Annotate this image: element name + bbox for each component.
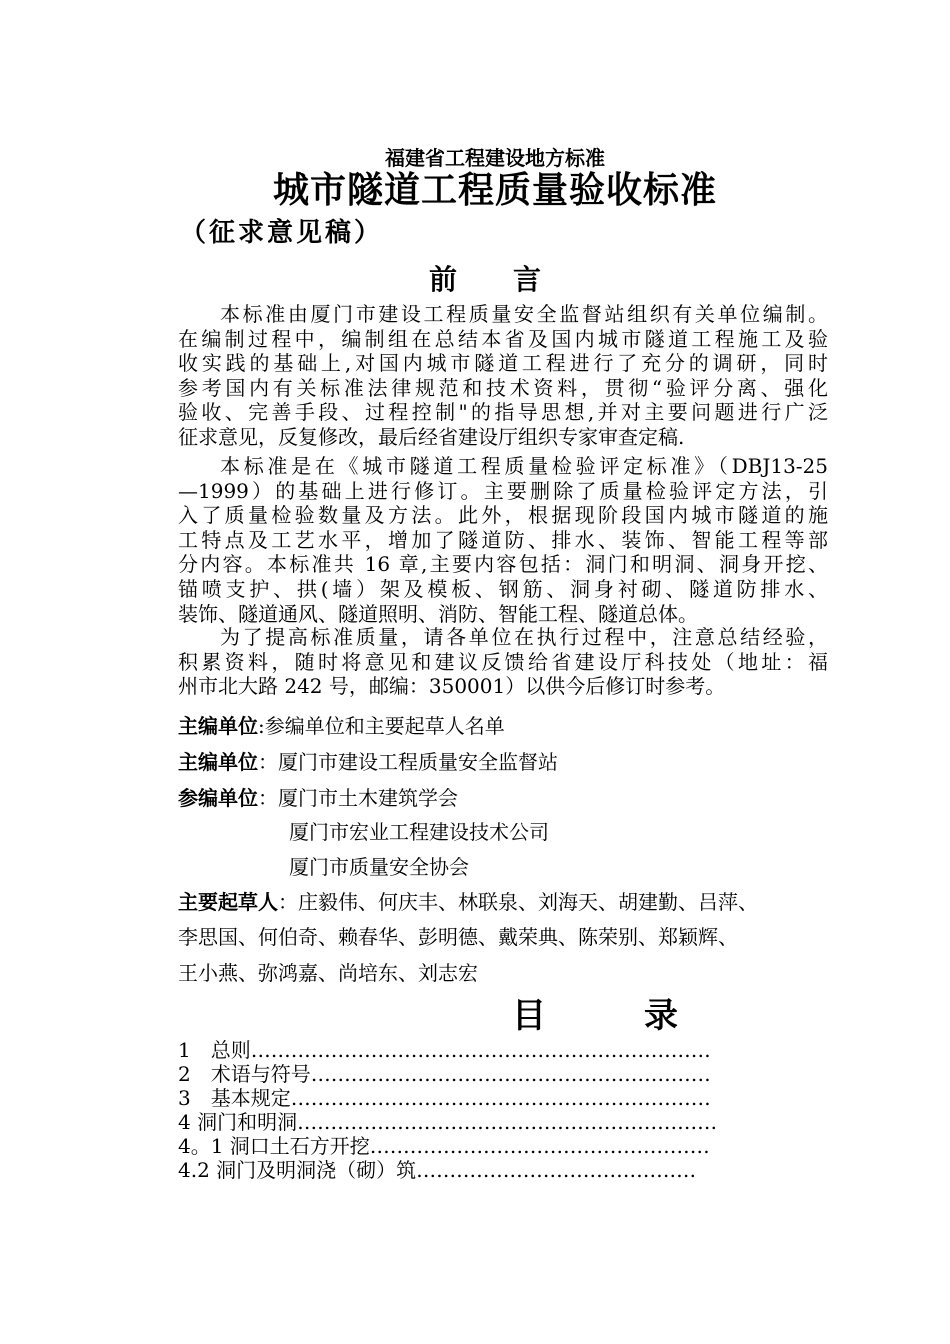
toc-heading-left: 目 xyxy=(512,996,546,1036)
drafters-line: 王小燕、弥鸿嘉、尚培东、刘志宏 xyxy=(178,961,478,985)
drafters-line: 李思国、何伯奇、赖春华、彭明德、戴荣典、陈荣别、郑颖辉、 xyxy=(178,925,738,949)
toc-entry[interactable]: 2 术语与符号…………………………………………………… xyxy=(178,1062,711,1086)
chief-editor-unit xyxy=(178,746,558,775)
preface-line: 分内容。本标准共 16 章,主要内容包括：洞门和明洞、洞身开挖、 xyxy=(178,552,828,577)
preface-line: 工特点及工艺水平，增加了隧道防、排水、装饰、智能工程等部 xyxy=(178,527,828,552)
preface-line: 本标准是在《城市隧道工程质量检验评定标准》（DBJ13-25 xyxy=(220,454,828,478)
draft-note: （征求意见稿） xyxy=(180,218,384,248)
standard-category: 福建省工程建设地方标准 xyxy=(385,146,605,170)
toc-entry[interactable]: 4 洞门和明洞……………………………………………………… xyxy=(178,1110,718,1134)
preface-paragraph-1 xyxy=(178,302,828,450)
preface-line: 参考国内有关标准法律规范和技术资料，贯彻“验评分离、强化 xyxy=(178,375,828,400)
preface-paragraph-2 xyxy=(178,454,828,626)
preface-line: 入了质量检验数量及方法。此外，根据现阶段国内城市隧道的施 xyxy=(178,503,828,528)
toc-entry[interactable]: 4.2 洞门及明洞浇（砌）筑…………………………………… xyxy=(178,1158,697,1182)
toc-heading-right: 录 xyxy=(644,996,678,1036)
preface-line: 装饰、隧道通风、隧道照明、消防、智能工程、隧道总体。 xyxy=(178,601,698,626)
preface-line: 征求意见，反复修改，最后经省建设厅组织专家审查定稿. xyxy=(178,424,685,449)
toc-heading xyxy=(512,988,678,1037)
units-intro-label: 主编单位 xyxy=(178,714,258,738)
preface-line: 在编制过程中，编制组在总结本省及国内城市隧道工程施工及验 xyxy=(178,326,828,351)
drafters-line xyxy=(178,886,758,915)
participating-units xyxy=(178,782,458,811)
toc-entry[interactable]: 4。1 洞口土石方开挖…………………………………………… xyxy=(178,1134,710,1158)
chief-editor-name: ：厦门市建设工程质量安全监督站 xyxy=(258,750,558,774)
chief-editor-label: 主编单位 xyxy=(178,750,258,774)
participating-unit: 厦门市质量安全协会 xyxy=(289,855,469,879)
preface-line: 本标准由厦门市建设工程质量安全监督站组织有关单位编制。 xyxy=(220,302,828,326)
preface-line: 州市北大路 242 号，邮编：350001）以供今后修订时参考。 xyxy=(178,674,726,699)
preface-line: 验收、完善手段、过程控制"的指导思想,并对主要问题进行广泛 xyxy=(178,400,828,425)
units-intro-text: :参编单位和主要起草人名单 xyxy=(258,714,505,738)
drafters-label: 主要起草人 xyxy=(178,890,278,914)
participating-unit: 厦门市宏业工程建设技术公司 xyxy=(289,820,549,844)
toc-entry[interactable]: 3 基本规定……………………………………………………… xyxy=(178,1086,711,1110)
preface-line: 积累资料，随时将意见和建议反馈给省建设厅科技处（地址：福 xyxy=(178,649,828,674)
document-title: 城市隧道工程质量验收标准 xyxy=(272,169,717,211)
preface-paragraph-3 xyxy=(178,625,828,699)
units-intro xyxy=(178,710,505,739)
preface-line: —1999）的基础上进行修订。主要删除了质量检验评定方法，引 xyxy=(178,478,828,503)
toc-entry[interactable]: 1 总则…………………………………………………………… xyxy=(178,1038,711,1062)
preface-line: 为了提高标准质量，请各单位在执行过程中，注意总结经验， xyxy=(220,625,828,649)
preface-line: 锚喷支护、拱(墙）架及模板、钢筋、洞身衬砌、隧道防排水、 xyxy=(178,576,828,601)
participating-label: 参编单位 xyxy=(178,786,258,810)
participating-unit: ：厦门市土木建筑学会 xyxy=(258,786,458,810)
preface-heading: 前 言 xyxy=(428,263,555,296)
preface-line: 收实践的基础上,对国内城市隧道工程进行了充分的调研，同时 xyxy=(178,351,828,376)
drafters-names: ：庄毅伟、何庆丰、林联泉、刘海天、胡建勤、吕萍、 xyxy=(278,890,758,914)
